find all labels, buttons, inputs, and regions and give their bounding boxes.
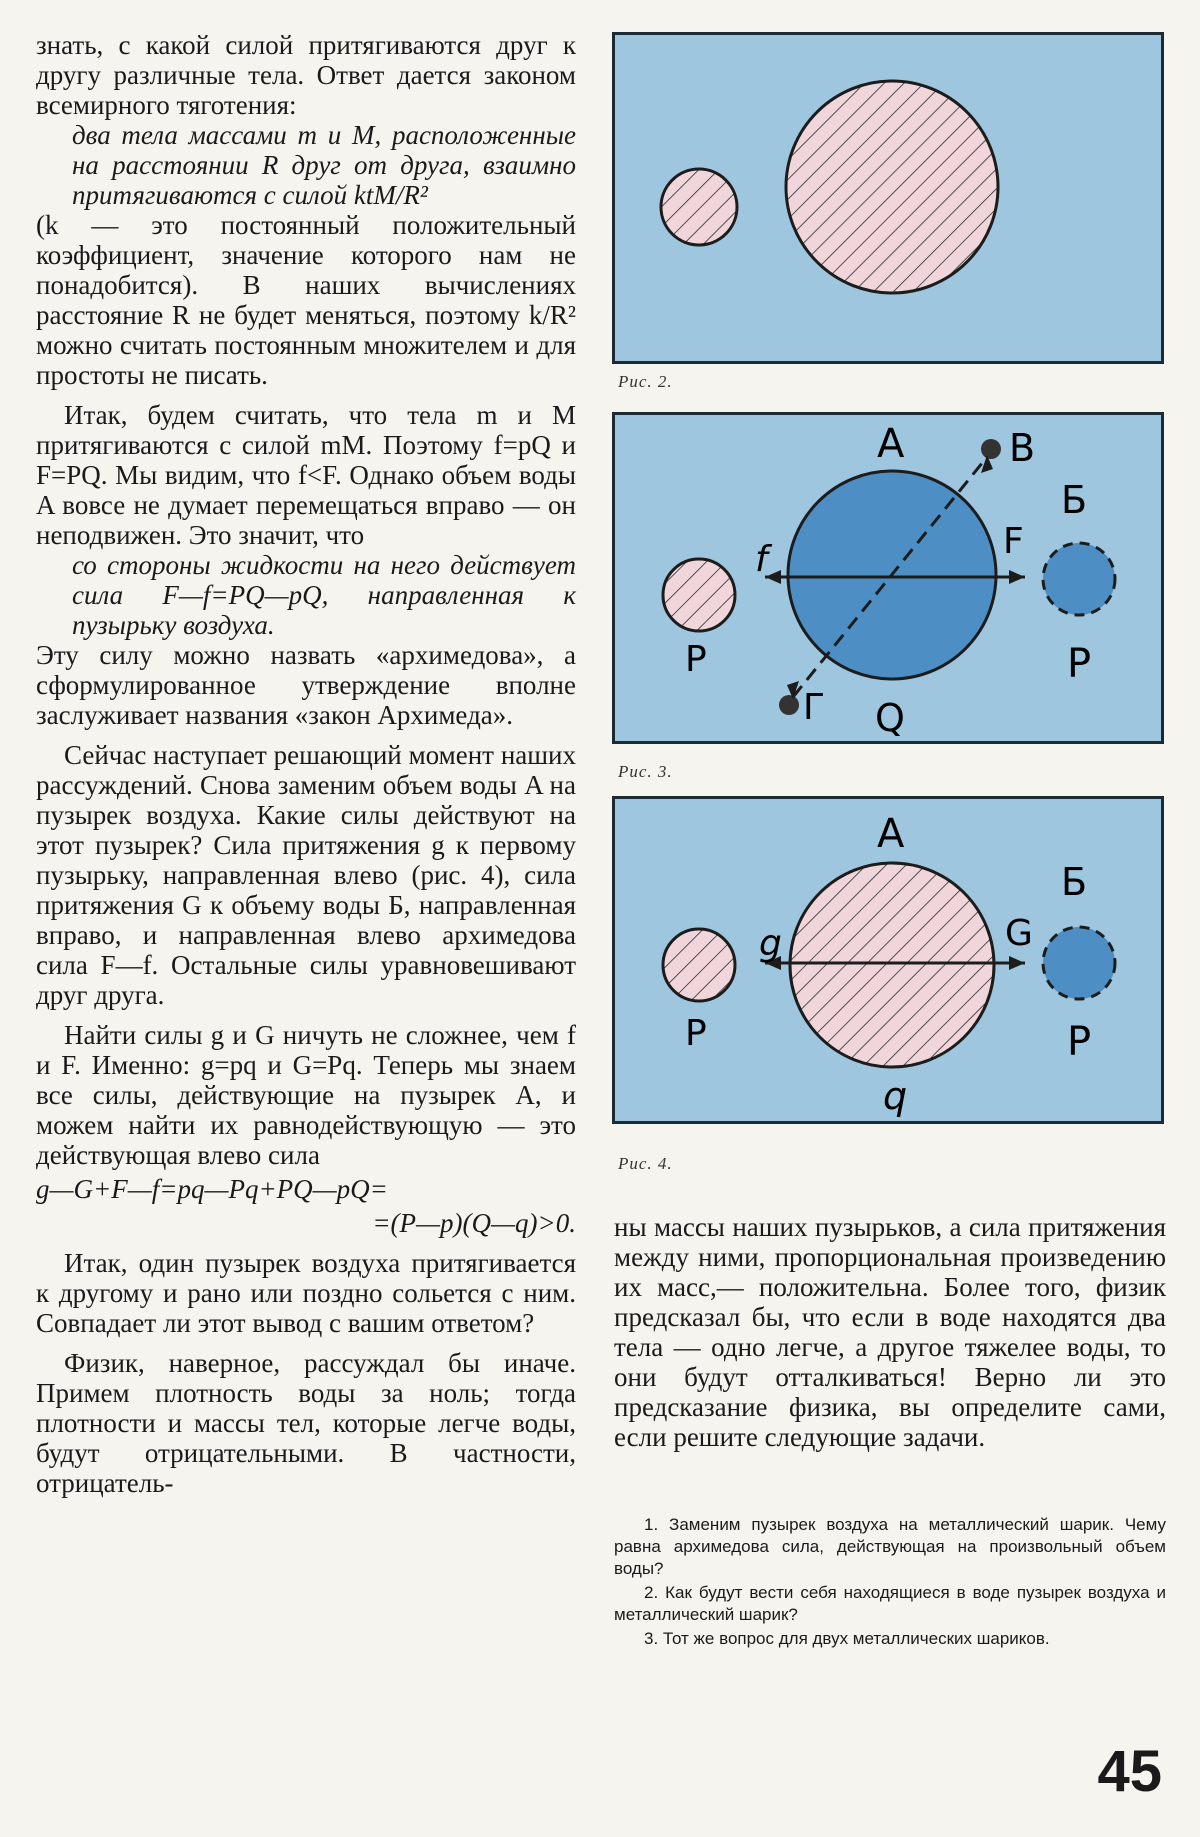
label-f-large: F bbox=[1003, 521, 1024, 562]
left-column bbox=[36, 30, 576, 1498]
tasks-list bbox=[614, 1514, 1166, 1652]
label-v: В bbox=[1009, 426, 1036, 470]
label-be: Б bbox=[1061, 860, 1088, 904]
figure-4-drawing bbox=[615, 799, 1161, 1121]
label-g-large: G bbox=[1005, 913, 1033, 954]
archimedes-statement: со стороны жидкости на него действует сила F—f=PQ—pQ, направленная к пузырьку воздуха. bbox=[72, 550, 576, 640]
label-be: Б bbox=[1061, 478, 1088, 522]
task-3: 3. Тот же вопрос для двух металлических шариков. bbox=[644, 1629, 1050, 1648]
paragraph: Итак, будем считать, что тела m и M притягиваются с силой mM. Поэтому f=pQ и F=PQ. Мы видим, что f<F. Однако объем воды A вовсе не думает перемещаться вправо — он неподвижен. Это значит, что bbox=[36, 400, 576, 550]
label-f-small: f bbox=[755, 539, 768, 580]
paragraph: ны массы наших пузырьков, а сила притяжения между ними, пропорциональная произведению их масс,— положительна. Более того, физик предсказал бы, что если в воде находятся два тела — одно легче, а другое тяжелее воды, то они будут отталкиваться! Верно ли это предсказание физика, вы определите сами, если решите следующие задачи. bbox=[614, 1212, 1166, 1452]
label-q: Q bbox=[875, 696, 905, 740]
paragraph: Физик, наверное, рассуждал бы иначе. Примем плотность воды за ноль; тогда плотности и массы тел, которые легче воды, будут отрицательными. В частности, отрицатель- bbox=[36, 1348, 576, 1498]
label-a: А bbox=[877, 421, 905, 467]
label-p-left: P bbox=[685, 1013, 707, 1054]
paragraph: Сейчас наступает решающий момент наших рассуждений. Снова заменим объем воды A на пузырек воздуха. Какие силы действуют на этот пузырек? Сила притяжения g к первому пузырьку, направленная влево (рис. 4), сила притяжения G к объему воды Б, направленная вправо, и направленная влево архимедова сила F—f. Остальные силы уравновешивают друг друга. bbox=[36, 740, 576, 1010]
formula-line-2: =(P—p)(Q—q)>0. bbox=[372, 1208, 576, 1238]
label-ge: Г bbox=[803, 687, 825, 728]
figure-2-caption: Рис. 2. bbox=[618, 372, 673, 391]
figure-3-caption: Рис. 3. bbox=[618, 762, 673, 781]
point-v bbox=[981, 439, 1001, 459]
label-q-small: q bbox=[883, 1074, 908, 1118]
figure-4 bbox=[612, 796, 1164, 1124]
paragraph: Найти силы g и G ничуть не сложнее, чем f и F. Именно: g=pq и G=Pq. Теперь мы знаем все силы, действующие на пузырек A, и можем найти их равнодействующую — это действующая влево сила bbox=[36, 1020, 576, 1170]
task-2: 2. Как будут вести себя находящиеся в воде пузырек воздуха и металлический шарик? bbox=[614, 1583, 1166, 1624]
point-g bbox=[779, 695, 799, 715]
law-statement: два тела массами m и M, расположенные на расстоянии R друг от друга, взаимно притягиваются с силой ktM/R² bbox=[72, 120, 576, 210]
large-body-q bbox=[786, 81, 998, 293]
paragraph: знать, с какой силой притягиваются друг к другу различные тела. Ответ дается законом всемирного тяготения: bbox=[36, 30, 576, 120]
figure-3-drawing bbox=[615, 415, 1161, 741]
figure-3 bbox=[612, 412, 1164, 744]
task-1: 1. Заменим пузырек воздуха на металлический шарик. Чему равна архимедова сила, действующая на произвольный объем воды? bbox=[614, 1515, 1166, 1578]
air-bubble-a bbox=[790, 863, 994, 1067]
water-volume-b bbox=[1043, 927, 1115, 999]
paragraph: Эту силу можно назвать «архимедова», а сформулированное утверждение вполне заслуживает названия «закон Архимеда». bbox=[36, 640, 576, 730]
figure-2 bbox=[612, 32, 1164, 364]
figure-4-caption: Рис. 4. bbox=[618, 1154, 673, 1173]
right-column bbox=[614, 1212, 1166, 1452]
page-number: 45 bbox=[1097, 1739, 1162, 1804]
label-a: А bbox=[877, 811, 905, 857]
label-p-right: P bbox=[1067, 1019, 1092, 1065]
small-bubble-p bbox=[663, 929, 735, 1001]
label-p-right: P bbox=[1067, 641, 1092, 687]
paragraph: (k — это постоянный положительный коэффициент, значение которого нам не понадобится). В наших вычислениях расстояние R не будет меняться, поэтому k/R² можно считать постоянным множителем и для простоты не писать. bbox=[36, 210, 576, 390]
paragraph: Итак, один пузырек воздуха притягивается к другому и рано или поздно сольется с ним. Совпадает ли этот вывод с вашим ответом? bbox=[36, 1248, 576, 1338]
small-bubble-p bbox=[663, 559, 735, 631]
label-p-left: P bbox=[685, 639, 707, 680]
formula-line-1: g—G+F—f=pq—Pq+PQ—pQ= bbox=[36, 1174, 388, 1204]
figure-2-drawing bbox=[615, 35, 1161, 361]
label-g-small: g bbox=[759, 923, 782, 964]
water-volume-b bbox=[1043, 543, 1115, 615]
small-bubble-p bbox=[661, 169, 737, 245]
